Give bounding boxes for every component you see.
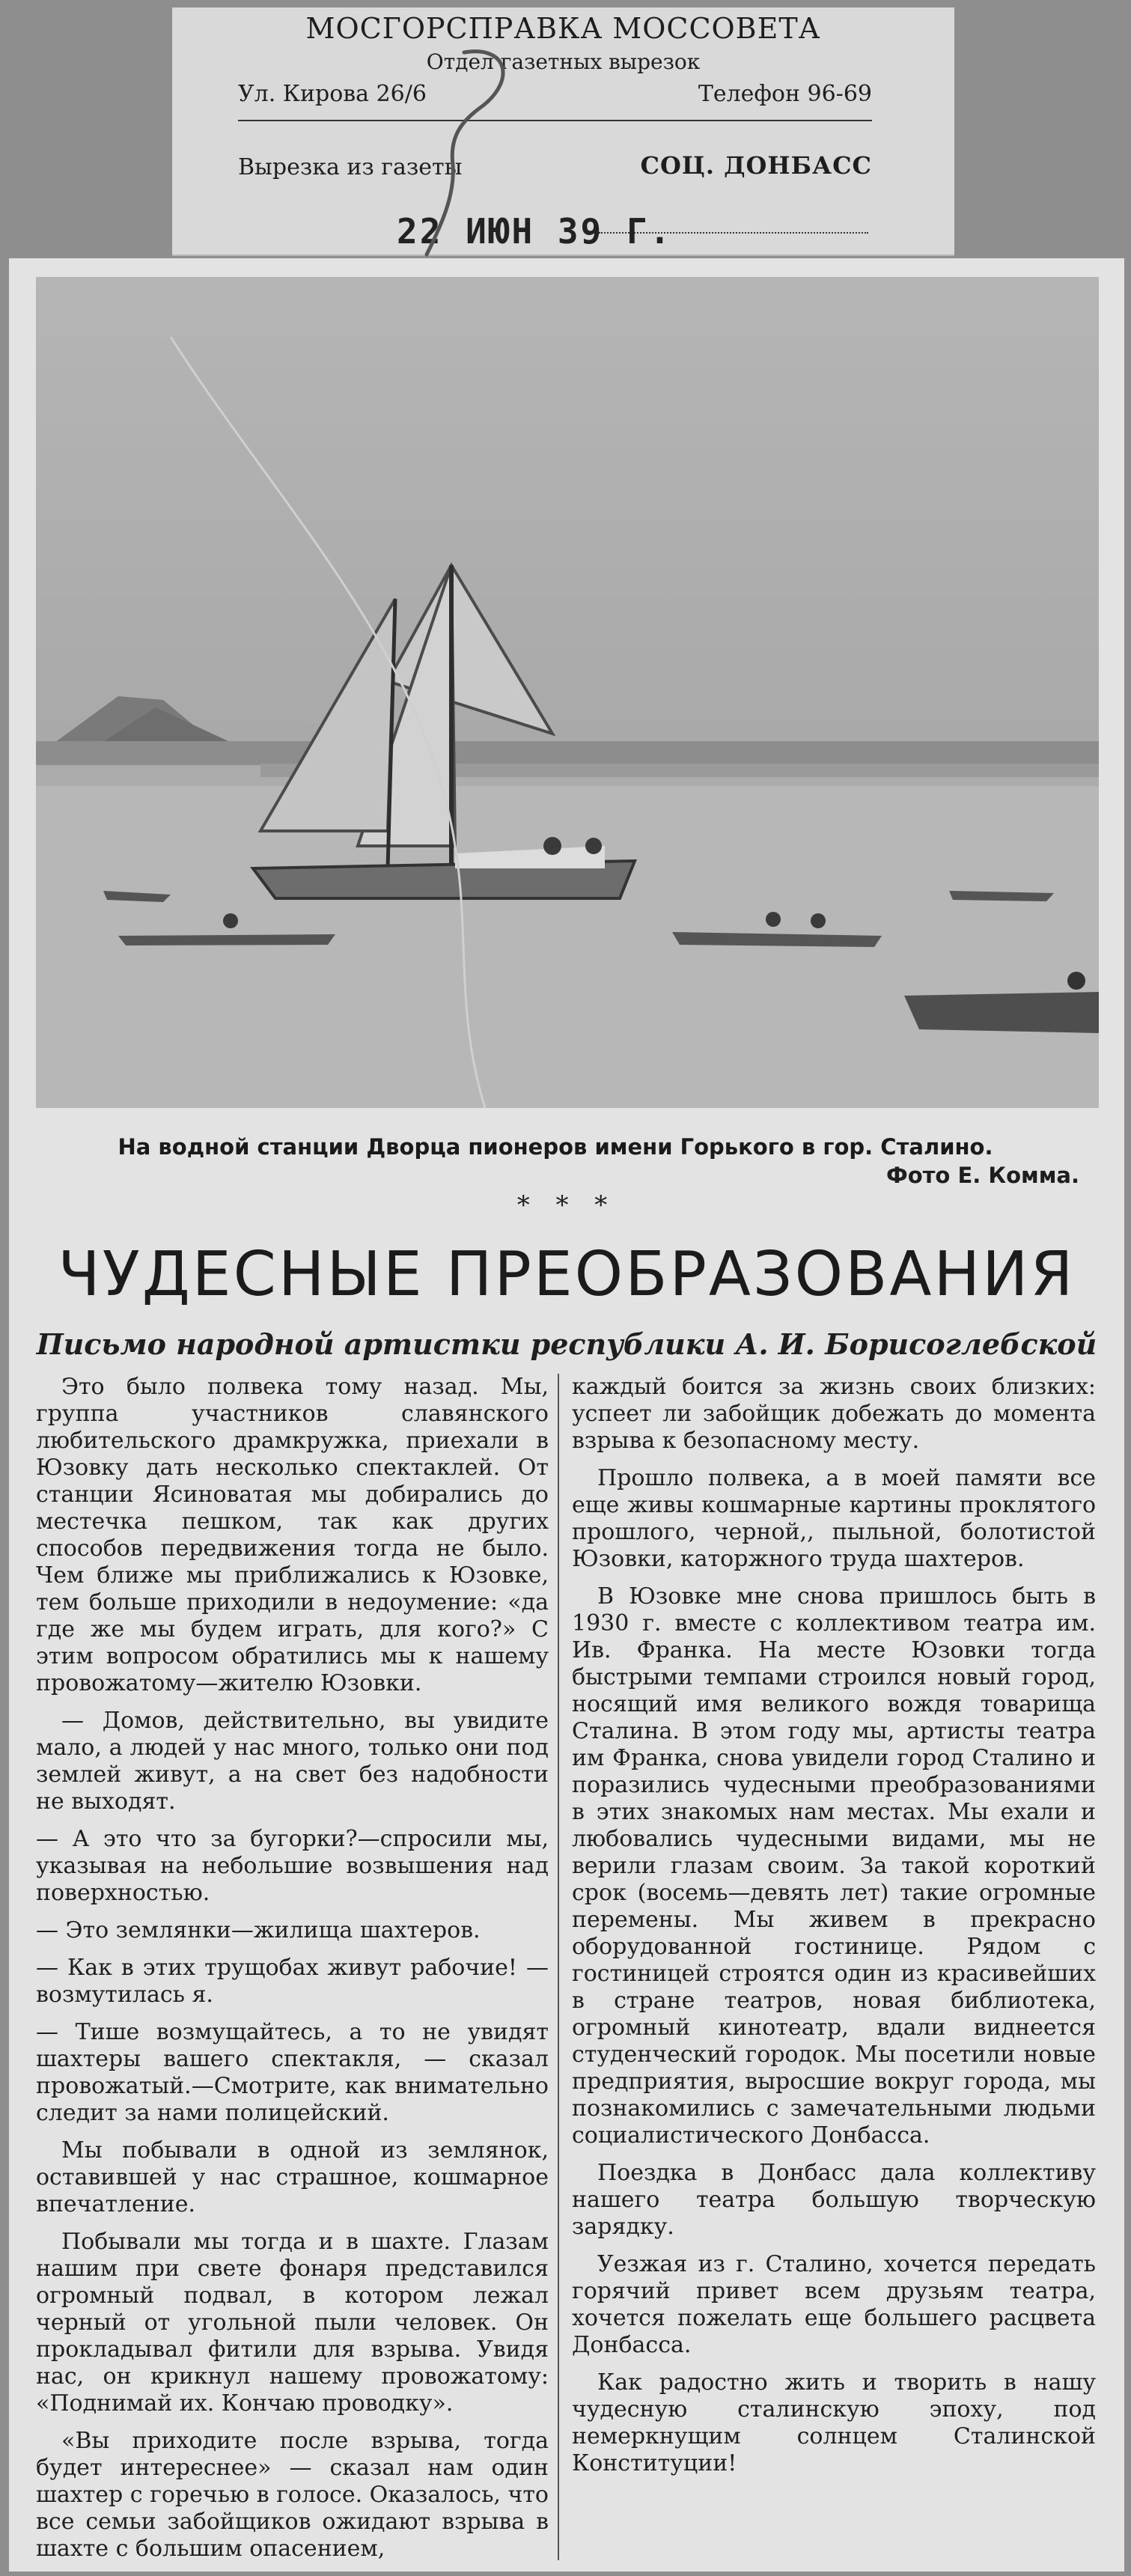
paragraph: — Тише возмущайтесь, а то не увидят шахтеры вашего спектакля, — сказал провожатый.—Смотрите, как внимательно следит за нами полицейский. <box>36 2019 549 2126</box>
article-column-left <box>36 1374 549 2564</box>
date-stamp: 22 ИЮН 39 Г. <box>397 211 673 252</box>
sailboat-photo-illustration <box>36 277 1099 1108</box>
article-subheadline: Письмо народной артистки республики А. И. Борисоглебской <box>36 1327 1097 1361</box>
agency-name: МОСГОРСПРАВКА МОССОВЕТА <box>305 12 821 45</box>
paragraph: Уезжая из г. Сталино, хочется передать горячий привет всем друзьям театра, хочется пожелать еще большего расцвета Донбасса. <box>572 2251 1096 2358</box>
column-divider <box>558 1374 559 2560</box>
paragraph: — А это что за бугорки?—спросили мы, указывая на небольшие возвышения над поверхностью. <box>36 1826 549 1906</box>
paragraph: Побывали мы тогда и в шахте. Глазам нашим при свете фонаря представился огромный подвал, в котором лежал черный от угольной пыли человек. Он прокладывал фитили для взрыва. Увидя нас, он крикнул нашему провожатому: «Поднимай их. Кончаю проводку». <box>36 2229 549 2417</box>
article-headline: ЧУДЕСНЫЕ ПРЕОБРАЗОВАНИЯ <box>58 1239 1076 1310</box>
paragraph: Прошло полвека, а в моей памяти все еще живы кошмарные картины проклятого прошлого, черной,, пыльной, болотистой Юзовки, каторжного труда шахтеров. <box>572 1465 1096 1572</box>
label-divider <box>238 120 872 121</box>
agency-address: Ул. Кирова 26/6 <box>238 81 427 107</box>
paragraph: — Домов, действительно, вы увидите мало, а людей у нас много, только они под землей живут, а на свет без надобности не выходят. <box>36 1708 549 1815</box>
paragraph: — Это землянки—жилища шахтеров. <box>36 1917 481 1943</box>
photo-credit: Фото Е. Комма. <box>885 1163 1079 1188</box>
paragraph: — Как в этих трущобах живут рабочие! — возмутилась я. <box>36 1955 549 2008</box>
paragraph: «Вы приходите после взрыва, тогда будет интереснее» — сказал нам один шахтер с горечью в голосе. Оказалось, что все семьи забойщиков ожидают взрыва в шахте с большим опасением, <box>36 2428 549 2562</box>
pencil-mark <box>419 37 539 262</box>
cut-from-label: Вырезка из газеты <box>238 154 463 180</box>
clipping-label <box>172 7 954 256</box>
paragraph: Мы побывали в одной из землянок, оставившей у нас страшное, кошмарное впечатление. <box>36 2137 549 2217</box>
newspaper-name: СОЦ. ДОНБАСС <box>640 151 872 180</box>
paragraph: Это было полвека тому назад. Мы, группа участников славянского любительского драмкружка, приехали в Юзовку дать несколько спектаклей. От станции Ясиноватая мы добирались до местечка пешком, так как других способов передвижения тогда не было. Чем ближе мы приближались к Юзовке, тем больше приходили в недоумение: «да где же мы будем играть, для кого?» С этим вопросом обратились мы к нашему провожатому—жителю Юзовки. <box>36 1374 549 1696</box>
agency-phone: Телефон 96-69 <box>698 81 872 107</box>
newspaper-clipping <box>9 258 1124 2572</box>
paragraph: Как радостно жить и творить в нашу чудесную сталинскую эпоху, под немеркнущим солнцем Сталинской Конституции! <box>572 2369 1096 2476</box>
section-separator: * * * <box>516 1190 617 1220</box>
photo-caption: На водной станции Дворца пионеров имени Горького в гор. Сталино. <box>118 1134 993 1160</box>
article-photo <box>36 277 1099 1108</box>
article-column-right <box>572 1374 1096 2564</box>
paragraph: каждый боится за жизнь своих близких: успеет ли забойщик добежать до момента взрыва к безопасному месту. <box>572 1374 1096 1454</box>
paragraph: В Юзовке мне снова пришлось быть в 1930 г. вместе с коллективом театра им. Ив. Франка. На месте Юзовки тогда быстрыми темпами строился новый город, носящий имя великого вождя товарища Сталина. В этом году мы, артисты театра им Франка, снова увидели город Сталино и поразились чудесными преобразованиями в этих знакомых нам местах. Мы ехали и любовались чудесными видами, мы не верили глазам своим. За такой короткий срок (восемь—девять лет) такие огромные перемены. Мы живем в прекрасно оборудованной гостинице. Рядом с гостиницей строятся один из красивейших в стране театров, новая библиотека, огромный кинотеатр, вдали виднеется студенческий городок. Мы посетили новые предприятия, выросшие вокруг города, мы познакомились с замечательными людьми социалистического Донбасса. <box>572 1583 1096 2149</box>
department-name: Отдел газетных вырезок <box>426 49 701 74</box>
paragraph: Поездка в Донбасс дала коллективу нашего театра большую творческую зарядку. <box>572 2160 1096 2240</box>
